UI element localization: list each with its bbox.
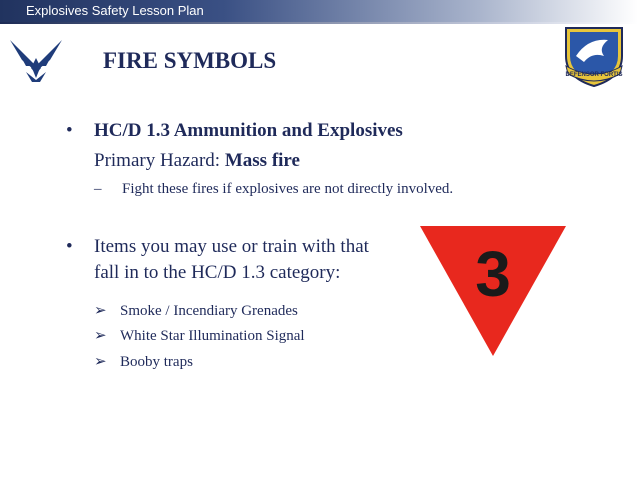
bullet2-line1: Items you may use or train with that [94, 236, 369, 257]
fire-division-3-symbol [420, 226, 566, 356]
bullet1-heading: HC/D 1.3 Ammunition and Explosives [94, 120, 403, 141]
slide-title: FIRE SYMBOLS [103, 48, 277, 73]
bullet2-line2: fall in to the HC/D 1.3 category: [94, 262, 341, 283]
arrow-bullet-icon: ➢ [94, 354, 107, 370]
bullet-marker: • [66, 120, 73, 141]
header-title: Explosives Safety Lesson Plan [26, 3, 204, 18]
defensor-fortis-shield-icon [560, 26, 628, 88]
list-item: ➢ Booby traps [94, 354, 193, 370]
list-item: ➢ White Star Illumination Signal [94, 328, 305, 344]
header-bar [0, 0, 638, 22]
air-force-emblem-icon [10, 38, 62, 84]
arrow-bullet-icon: ➢ [94, 303, 107, 319]
header-divider [0, 22, 638, 24]
list-item: ➢ Smoke / Incendiary Grenades [94, 303, 298, 319]
shield-motto: DEFENSOR FORTIS [565, 72, 623, 78]
arrow-bullet-icon: ➢ [94, 328, 107, 344]
primary-hazard-line [94, 150, 300, 172]
bullet-marker: • [66, 236, 73, 257]
bullet1-subpoint: Fight these fires if explosives are not directly involved. [122, 181, 454, 197]
fire-division-number: 3 [475, 238, 511, 310]
hazard-value: Mass fire [224, 150, 300, 171]
dash-marker: – [94, 181, 102, 197]
hazard-label: Primary Hazard: [94, 150, 225, 171]
